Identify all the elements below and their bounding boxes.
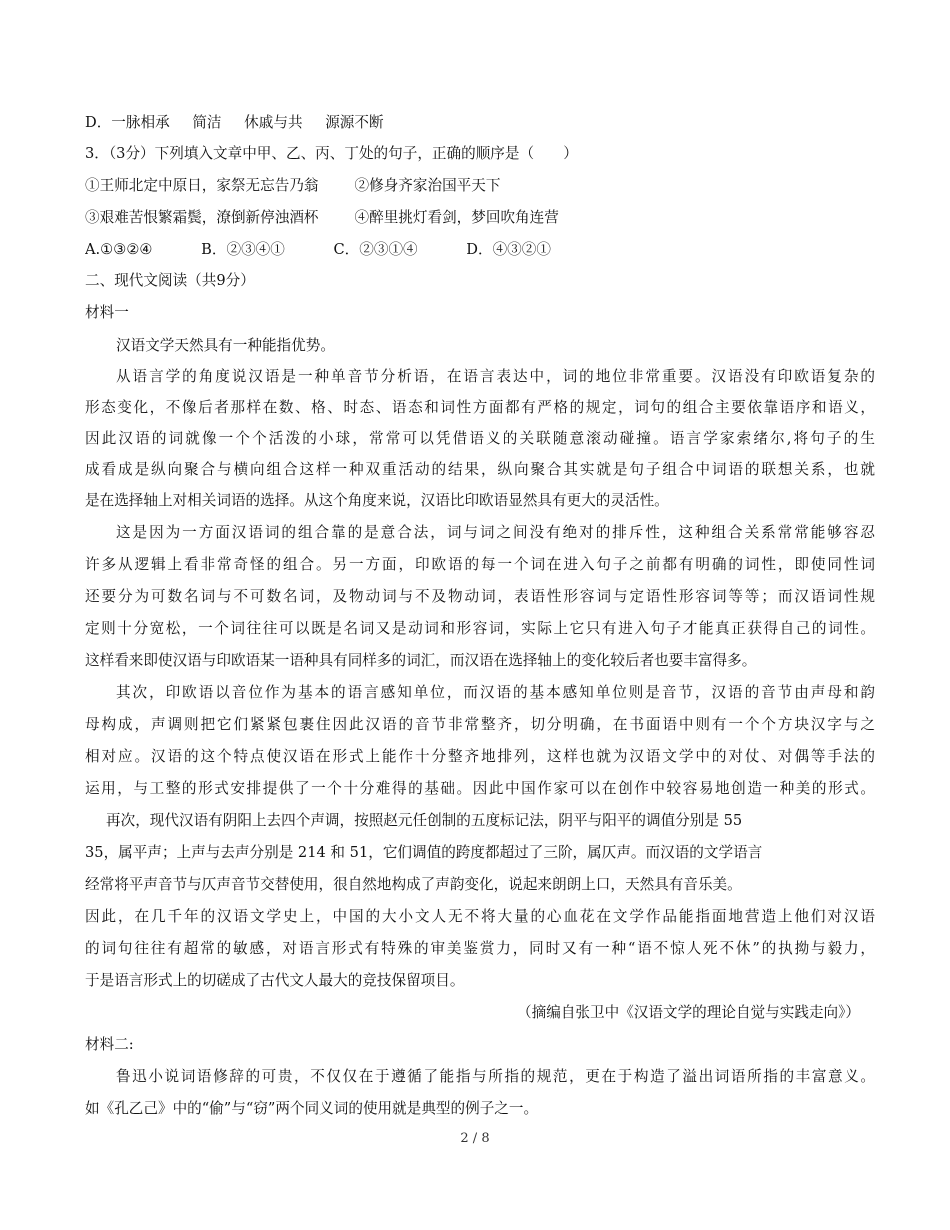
material-2-label: 材料二:: [85, 1036, 134, 1053]
question-3-item-4: ④醉里挑灯看剑，梦回吹角连营: [354, 209, 559, 226]
question-3-items-row-1: [85, 176, 875, 196]
source-citation: （摘编自张卫中《汉语文学的理论自觉与实践走向》）: [517, 1004, 860, 1021]
paragraph-line: 相对应。汉语的这个特点使汉语在形式上能作十分整齐地排列，这样也就为汉语文学中的对仗、对偶等手法的: [85, 748, 875, 765]
question-3-item-3: ③艰难苦恨繁霜鬓，潦倒新停浊酒杯: [85, 209, 319, 226]
option-d-word-4: 源源不断: [325, 114, 384, 131]
question-3-items-row-2: [85, 208, 875, 228]
paragraph-line: 这样看来即使汉语与印欧语某一语种具有同样多的词汇，而汉语在选择轴上的变化较后者也要丰富得多。: [85, 652, 757, 669]
choice-a: A.①③②④: [85, 241, 153, 258]
page-number: 2 / 8: [460, 1131, 490, 1146]
choice-b: B．②③④①: [201, 241, 285, 258]
paragraph-line: 是在选择轴上对相关词语的选择。从这个角度来说，汉语比印欧语显然具有更大的灵活性。: [85, 492, 669, 509]
option-d-word-1: D．一脉相承: [85, 114, 170, 131]
material-1-label: 材料一: [85, 304, 129, 321]
paragraph-line: 运用，与工整的形式安排提供了一个十分难得的基础。因此中国作家可以在创作中较容易地创造一种美的形式。: [85, 780, 875, 797]
paragraph-line: 因此汉语的词就像一个个活泼的小球，常常可以凭借语义的关联随意滚动碰撞。语言学家索绪尔,将句子的生: [85, 430, 875, 447]
option-d-line: [85, 113, 875, 133]
paragraph-line: 还要分为可数名词与不可数名词，及物动词与不及物动词，表语性形容词与定语性形容词等等；而汉语词性规: [85, 588, 875, 605]
paragraph-line: 形态变化，不像后者那样在数、格、时态、语态和词性方面都有严格的规定，词句的组合主要依靠语序和语义，: [85, 399, 875, 416]
paragraph-line: 再次，现代汉语有阴阳上去四个声调，按照赵元任创制的五度标记法，阴平与阳平的调值分别是 55: [106, 812, 743, 829]
question-3-choices: [85, 240, 875, 260]
paragraph-line: 从语言学的角度说汉语是一种单音节分析语，在语言表达中，词的地位非常重要。汉语没有印欧语复杂的: [116, 368, 875, 385]
paragraph-line: 鲁迅小说词语修辞的可贵，不仅仅在于遵循了能指与所指的规范，更在于构造了溢出词语所指的丰富意义。: [116, 1068, 875, 1085]
paragraph-line: 母构成，声调则把它们紧紧包裹住因此汉语的音节非常整齐，切分明确，在书面语中则有一个个方块汉字与之: [85, 716, 875, 733]
paragraph-line: 定则十分宽松，一个词往往可以既是名词又是动词和形容词，实际上它只有进入句子才能真正获得自己的词性。: [85, 620, 875, 637]
paragraph-line: 其次，印欧语以音位作为基本的语言感知单位，而汉语的基本感知单位则是音节，汉语的音节由声母和韵: [116, 684, 875, 701]
choice-d: D．④③②①: [466, 241, 551, 258]
option-d-word-3: 休戚与共: [244, 114, 303, 131]
question-3-item-1: ①王师北定中原日，家祭无忘告乃翁: [85, 177, 319, 194]
paragraph-line: 成看成是纵向聚合与横向组合这样一种双重活动的结果，纵向聚合其实就是句子组合中词语的联想关系，也就: [85, 461, 875, 478]
paragraph-line: 如《孔乙己》中的“偷”与“窃”两个同义词的使用就是典型的例子之一。: [85, 1100, 539, 1117]
paragraph-line: 汉语文学天然具有一种能指优势。: [116, 337, 335, 354]
paragraph-line: 因此，在几千年的汉语文学史上，中国的大小文人无不将大量的心血花在文学作品能指面地营造上他们对汉语: [85, 908, 875, 925]
paragraph-line: 35，属平声；上声与去声分别是 214 和 51，它们调值的跨度都超过了三阶，属仄声。而汉语的文学语言: [85, 844, 763, 861]
option-d-word-2: 简洁: [192, 114, 222, 131]
question-3-stem: 3．（3分）下列填入文章中甲、乙、丙、丁处的句子，正确的顺序是（ ）: [85, 145, 578, 162]
paragraph-line: 于是语言形式上的切磋成了古代文人最大的竞技保留项目。: [85, 972, 465, 989]
paragraph-line: 的词句往往有超常的敏感，对语言形式有特殊的审美鉴赏力，同时又有一种“语不惊人死不休”的执拗与毅力，: [85, 940, 875, 957]
paragraph-line: 这是因为一方面汉语词的组合靠的是意合法，词与词之间没有绝对的排斥性，这种组合关系常常能够容忍: [116, 524, 875, 541]
choice-c: C．②③①④: [333, 241, 418, 258]
paragraph-line: 许多从逻辑上看非常奇怪的组合。另一方面，印欧语的每一个词在进入句子之前都有明确的词性，即使同性词: [85, 556, 875, 573]
question-3-item-2: ②修身齐家治国平天下: [354, 177, 501, 194]
paragraph-line: 经常将平声音节与仄声音节交替使用，很自然地构成了声韵变化，说起来朗朗上口，天然具有音乐美。: [85, 876, 742, 893]
section-heading: 二、现代文阅读（共9分）: [85, 272, 255, 289]
